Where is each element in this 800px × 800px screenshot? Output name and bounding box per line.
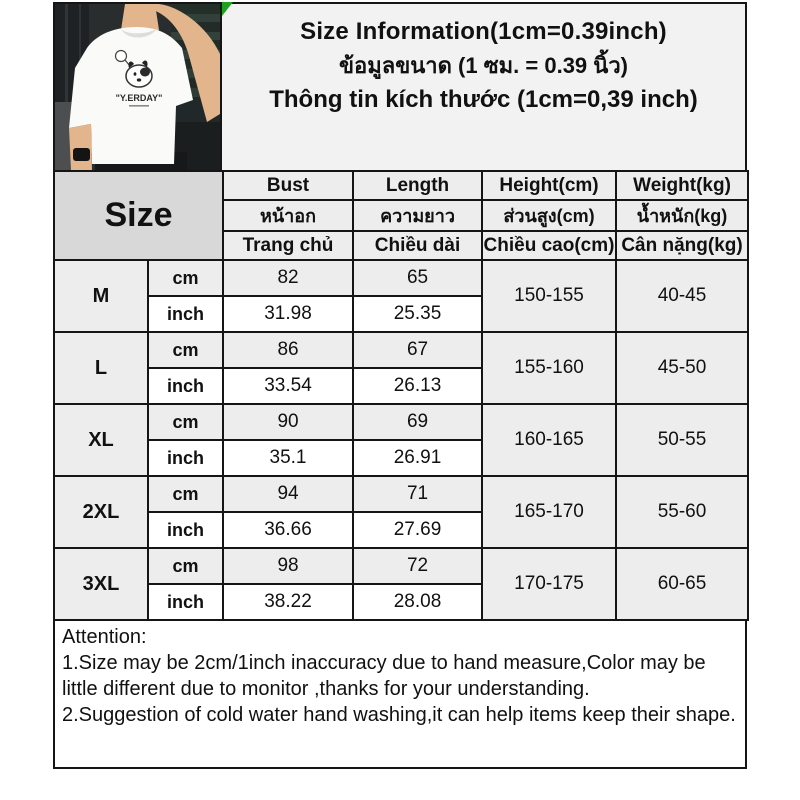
size-label-m: M xyxy=(54,260,148,332)
length-inch-value: 28.08 xyxy=(353,584,482,620)
weight-range: 55-60 xyxy=(616,476,748,548)
size-label-l: L xyxy=(54,332,148,404)
size-label-2xl: 2XL xyxy=(54,476,148,548)
height-range: 150-155 xyxy=(482,260,616,332)
attention-box xyxy=(53,619,747,769)
size-table xyxy=(53,170,749,621)
col-bust-th: หน้าอก xyxy=(223,200,353,231)
wrist-watch xyxy=(73,148,90,161)
unit-cm: cm xyxy=(148,260,223,296)
unit-inch: inch xyxy=(148,368,223,404)
size-label-3xl: 3XL xyxy=(54,548,148,620)
length-cm-value: 72 xyxy=(353,548,482,584)
size-header-cell: Size xyxy=(54,171,223,260)
length-cm-value: 69 xyxy=(353,404,482,440)
unit-cm: cm xyxy=(148,332,223,368)
unit-inch: inch xyxy=(148,296,223,332)
size-label-xl: XL xyxy=(54,404,148,476)
height-range: 160-165 xyxy=(482,404,616,476)
unit-inch: inch xyxy=(148,440,223,476)
bust-inch-value: 33.54 xyxy=(223,368,353,404)
header-row-en xyxy=(54,171,748,200)
col-weight-th: น้ำหนัก(kg) xyxy=(616,200,748,231)
unit-inch: inch xyxy=(148,512,223,548)
unit-cm: cm xyxy=(148,548,223,584)
row-m-cm xyxy=(54,260,748,296)
weight-range: 45-50 xyxy=(616,332,748,404)
weight-range: 50-55 xyxy=(616,404,748,476)
length-inch-value: 27.69 xyxy=(353,512,482,548)
weight-range: 40-45 xyxy=(616,260,748,332)
row-3xl-cm xyxy=(54,548,748,584)
row-xl-cm xyxy=(54,404,748,440)
bust-inch-value: 38.22 xyxy=(223,584,353,620)
title-english: Size Information(1cm=0.39inch) xyxy=(300,18,667,45)
length-inch-value: 26.13 xyxy=(353,368,482,404)
bust-cm-value: 86 xyxy=(223,332,353,368)
col-length-en: Length xyxy=(353,171,482,200)
col-length-th: ความยาว xyxy=(353,200,482,231)
model-photo xyxy=(53,2,222,172)
title-vietnamese: Thông tin kích thước (1cm=0,39 inch) xyxy=(269,86,698,113)
length-cm-value: 71 xyxy=(353,476,482,512)
bust-cm-value: 94 xyxy=(223,476,353,512)
title-box xyxy=(222,2,747,172)
col-bust-en: Bust xyxy=(223,171,353,200)
unit-inch: inch xyxy=(148,584,223,620)
bust-cm-value: 82 xyxy=(223,260,353,296)
title-thai: ข้อมูลขนาด (1 ซม. = 0.39 นิ้ว) xyxy=(338,53,628,78)
col-length-vi: Chiều dài xyxy=(353,231,482,260)
attention-line-2: 2.Suggestion of cold water hand washing,it can help items keep their shape. xyxy=(62,704,736,726)
bust-inch-value: 36.66 xyxy=(223,512,353,548)
bust-cm-value: 90 xyxy=(223,404,353,440)
top-section xyxy=(53,2,747,172)
col-height-vi: Chiều cao(cm) xyxy=(482,231,616,260)
weight-range: 60-65 xyxy=(616,548,748,620)
attention-title: Attention: xyxy=(62,626,147,648)
height-range: 165-170 xyxy=(482,476,616,548)
height-range: 155-160 xyxy=(482,332,616,404)
col-height-th: ส่วนสูง(cm) xyxy=(482,200,616,231)
col-height-en: Height(cm) xyxy=(482,171,616,200)
length-cm-value: 65 xyxy=(353,260,482,296)
model-photo-illustration xyxy=(55,4,220,170)
left-forearm xyxy=(69,124,92,170)
height-range: 170-175 xyxy=(482,548,616,620)
col-weight-en: Weight(kg) xyxy=(616,171,748,200)
length-cm-value: 67 xyxy=(353,332,482,368)
unit-cm: cm xyxy=(148,476,223,512)
svg-text:"Y.ERDAY": "Y.ERDAY" xyxy=(115,93,163,103)
unit-cm: cm xyxy=(148,404,223,440)
length-inch-value: 25.35 xyxy=(353,296,482,332)
bust-inch-value: 31.98 xyxy=(223,296,353,332)
attention-line-1: 1.Size may be 2cm/1inch inaccuracy due to hand measure,Color may be little different due to monitor ,thanks for your understanding. xyxy=(62,652,706,700)
row-l-cm xyxy=(54,332,748,368)
row-2xl-cm xyxy=(54,476,748,512)
col-weight-vi: Cân nặng(kg) xyxy=(616,231,748,260)
col-bust-vi: Trang chủ xyxy=(223,231,353,260)
bust-cm-value: 98 xyxy=(223,548,353,584)
bust-inch-value: 35.1 xyxy=(223,440,353,476)
length-inch-value: 26.91 xyxy=(353,440,482,476)
size-chart-sheet xyxy=(53,2,747,769)
